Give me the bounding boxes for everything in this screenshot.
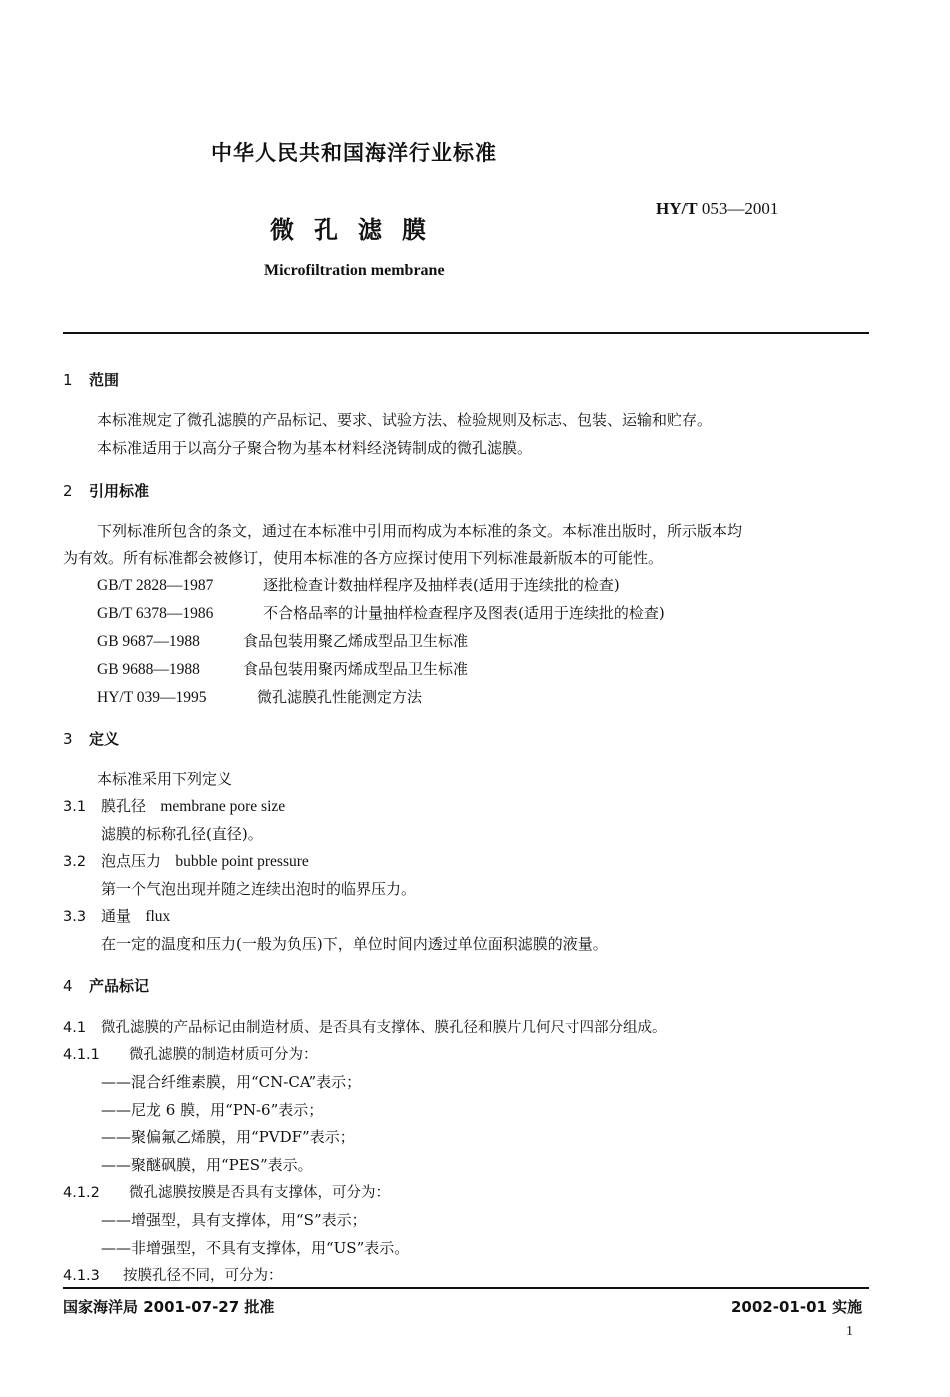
clause-text: 微孔滤膜的产品标记由制造材质、是否具有支撑体、膜孔径和膜片几何尺寸四部分组成。 bbox=[101, 1020, 667, 1036]
list-item: ——混合纤维素膜，用“CN-CA”表示； bbox=[101, 1073, 362, 1091]
definition-text: 滤膜的标称孔径(直径)。 bbox=[101, 825, 263, 843]
reference-title: 食品包装用聚乙烯成型品卫生标准 bbox=[243, 632, 469, 650]
reference-code: HY/T 039—1995 bbox=[97, 689, 207, 706]
list-item: ——聚偏氟乙烯膜，用“PVDF”表示； bbox=[101, 1128, 355, 1146]
term-cn: 通量 bbox=[101, 907, 132, 925]
section-4-heading bbox=[63, 975, 149, 996]
section-number: 2 bbox=[63, 482, 73, 500]
reference-item bbox=[97, 574, 620, 595]
document-title-en: Microfiltration membrane bbox=[264, 262, 445, 279]
reference-title: 微孔滤膜孔性能测定方法 bbox=[257, 688, 423, 706]
standard-organization: 中华人民共和国海洋行业标准 bbox=[211, 141, 497, 165]
term-cn: 膜孔径 bbox=[101, 797, 147, 815]
section-1-heading bbox=[63, 369, 119, 390]
clause-4-1-1 bbox=[63, 1043, 318, 1064]
clause-number: 4.1.2 bbox=[63, 1185, 100, 1201]
definition-term bbox=[63, 905, 170, 926]
standard-code-number: 053—2001 bbox=[701, 199, 779, 218]
clause-text: 微孔滤膜的制造材质可分为： bbox=[129, 1047, 318, 1063]
section-title: 范围 bbox=[89, 371, 120, 389]
effective-date: 2002-01-01 实施 bbox=[731, 1298, 863, 1316]
page-number: 1 bbox=[846, 1324, 853, 1339]
term-cn: 泡点压力 bbox=[101, 852, 162, 870]
definition-text: 在一定的温度和压力(一般为负压)下，单位时间内透过单位面积滤膜的液量。 bbox=[101, 935, 608, 953]
paragraph: 下列标准所包含的条文，通过在本标准中引用而构成为本标准的条文。本标准出版时，所示版本均 bbox=[97, 522, 743, 540]
list-item: ——聚醚砜膜，用“PES”表示。 bbox=[101, 1156, 313, 1174]
clause-text: 按膜孔径不同，可分为： bbox=[123, 1268, 283, 1284]
term-en: bubble point pressure bbox=[175, 853, 309, 870]
clause-number: 4.1.3 bbox=[63, 1268, 100, 1284]
list-item: ——增强型，具有支撑体，用“S”表示； bbox=[101, 1211, 367, 1229]
section-number: 3 bbox=[63, 730, 73, 748]
clause-4-1-3 bbox=[63, 1264, 283, 1285]
paragraph: 为有效。所有标准都会被修订，使用本标准的各方应探讨使用下列标准最新版本的可能性。 bbox=[63, 549, 664, 567]
clause-number: 3.1 bbox=[63, 799, 87, 815]
clause-number: 4.1 bbox=[63, 1020, 87, 1036]
list-item: ——非增强型，不具有支撑体，用“US”表示。 bbox=[101, 1239, 410, 1257]
section-number: 4 bbox=[63, 977, 73, 995]
paragraph: 本标准采用下列定义 bbox=[97, 770, 233, 788]
clause-4-1-2 bbox=[63, 1181, 390, 1202]
reference-code: GB/T 6378—1986 bbox=[97, 605, 214, 622]
clause-number: 3.3 bbox=[63, 909, 87, 925]
document-title: 微孔滤膜 bbox=[270, 216, 446, 244]
clause-text: 微孔滤膜按膜是否具有支撑体，可分为： bbox=[129, 1185, 390, 1201]
reference-code: GB 9687—1988 bbox=[97, 633, 200, 650]
reference-item bbox=[97, 658, 468, 679]
definition-text: 第一个气泡出现并随之连续出泡时的临界压力。 bbox=[101, 880, 417, 898]
standard-code-prefix: HY/T bbox=[656, 199, 698, 218]
clause-number: 3.2 bbox=[63, 854, 87, 870]
reference-title: 食品包装用聚丙烯成型品卫生标准 bbox=[243, 660, 469, 678]
reference-code: GB/T 2828—1987 bbox=[97, 577, 214, 594]
section-title: 定义 bbox=[89, 730, 120, 748]
approval-date: 国家海洋局 2001-07-27 批准 bbox=[63, 1298, 275, 1316]
section-title: 产品标记 bbox=[89, 977, 150, 995]
list-item: ——尼龙 6 膜，用“PN-6”表示； bbox=[101, 1101, 324, 1119]
term-en: flux bbox=[145, 908, 171, 925]
header-divider bbox=[63, 332, 869, 334]
reference-item bbox=[97, 686, 422, 707]
term-en: membrane pore size bbox=[160, 798, 286, 815]
reference-title: 不合格品率的计量抽样检查程序及图表(适用于连续批的检查) bbox=[263, 604, 665, 622]
section-number: 1 bbox=[63, 371, 73, 389]
reference-item bbox=[97, 602, 665, 623]
standard-code bbox=[656, 199, 778, 219]
paragraph: 本标准适用于以高分子聚合物为基本材料经浇铸制成的微孔滤膜。 bbox=[97, 439, 533, 457]
paragraph: 本标准规定了微孔滤膜的产品标记、要求、试验方法、检验规则及标志、包装、运输和贮存。 bbox=[97, 411, 713, 429]
reference-code: GB 9688—1988 bbox=[97, 661, 200, 678]
clause-number: 4.1.1 bbox=[63, 1047, 100, 1063]
reference-item bbox=[97, 630, 468, 651]
footer-divider bbox=[63, 1287, 869, 1289]
section-2-heading bbox=[63, 480, 149, 501]
section-3-heading bbox=[63, 728, 119, 749]
section-title: 引用标准 bbox=[89, 482, 150, 500]
clause-4-1 bbox=[63, 1016, 667, 1037]
definition-term bbox=[63, 850, 309, 871]
reference-title: 逐批检查计数抽样程序及抽样表(适用于连续批的检查) bbox=[263, 576, 620, 594]
definition-term bbox=[63, 795, 285, 816]
